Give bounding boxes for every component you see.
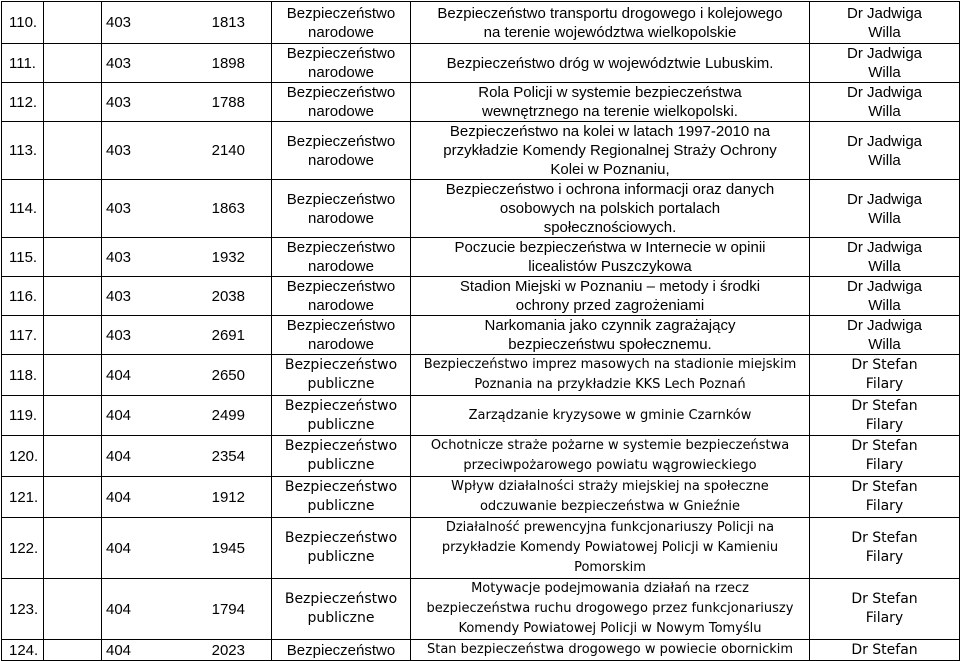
thesis-title-line: Stan bezpieczeństwa drogowego w powiecie obornickim [426,642,794,657]
category-cell-line: publiczne [307,498,375,514]
thesis-title-line: Bezpieczeństwo imprez masowych na stadionie miejskim [423,357,797,372]
thesis-title [411,83,810,122]
supervisor-cell-line: Willa [868,258,901,275]
thesis-title [411,436,810,477]
thesis-id: 2499 [102,396,272,436]
supervisor-cell-line: Filary [865,549,904,565]
category-cell-line: Bezpieczeństwo [284,479,398,495]
thesis-id: 2691 [102,316,272,355]
thesis-title-line: Zarządzanie kryzysowe w gminie Czarnków [468,407,752,423]
program-code: 403 [44,122,102,180]
supervisor-cell-line: Dr Stefan [851,591,918,607]
program-code: 403 [44,238,102,277]
supervisor-cell-line: Dr Jadwiga [846,84,923,101]
thesis-title-line: przeciwpożarowego powiatu wągrowieckiego [463,458,757,473]
category-cell-line: Bezpieczeństwo [286,4,396,22]
thesis-id: 1932 [102,238,272,277]
supervisor-cell-line: Dr Jadwiga [846,278,923,295]
thesis-id: 2140 [102,122,272,180]
thesis-id: 2023 [102,640,272,661]
row-number: 124. [2,640,44,661]
supervisor-cell [810,477,960,518]
program-code: 404 [44,518,102,579]
thesis-title [411,477,810,518]
supervisor-cell-line: Filary [865,457,904,473]
thesis-title [411,640,810,661]
row-number: 123. [2,579,44,640]
thesis-title-line: wewnętrznego na terenie wielkopolski. [482,103,738,120]
program-code: 404 [44,579,102,640]
supervisor-cell-line: Willa [868,103,901,120]
supervisor-cell [810,640,960,661]
category-cell-line: Bezpieczeństwo [286,45,396,62]
thesis-title-line: Wpływ działalności straży miejskiej na społeczne [451,479,769,494]
thesis-title-line: Pomorskim [574,560,646,575]
row-number: 122. [2,518,44,579]
table-row [2,518,960,579]
program-code: 404 [44,355,102,396]
category-cell [272,180,411,238]
category-cell-line: narodowe [308,297,374,314]
row-number: 111. [2,44,44,83]
supervisor-cell-line: Willa [868,297,901,314]
supervisor-cell-line: Dr Stefan [851,357,918,373]
thesis-id: 2038 [102,277,272,316]
program-code: 403 [44,316,102,355]
table-row [2,640,960,661]
thesis-title-line: Motywacje podejmowania działań na rzecz [471,581,749,596]
supervisor-cell [810,436,960,477]
thesis-title-line: Kolei w Poznaniu, [550,161,670,178]
supervisor-cell [810,180,960,238]
row-number: 110. [2,2,44,44]
supervisor-cell-line: Dr Jadwiga [846,317,923,334]
thesis-title [411,316,810,355]
supervisor-cell-line: Dr Stefan [851,438,918,454]
thesis-title [411,44,810,83]
supervisor-cell [810,316,960,355]
row-number: 114. [2,180,44,238]
thesis-title-line: Stadion Miejski w Poznaniu – metody i środki [459,278,761,295]
category-cell-line: Bezpieczeństwo [284,591,398,607]
category-cell-line: narodowe [308,64,374,81]
thesis-title-line: ochrony przed zagrożeniami [515,297,705,314]
category-cell [272,238,411,277]
table-row [2,238,960,277]
category-cell-line: Bezpieczeństwo [286,239,396,256]
category-cell-line: narodowe [308,209,374,227]
table-row [2,83,960,122]
supervisor-cell [810,2,960,44]
category-cell-line: narodowe [308,103,374,120]
thesis-title-line: przykładzie Komendy Powiatowej Policji w Kamieniu [441,540,779,555]
category-cell [272,579,411,640]
category-cell-line: Bezpieczeństwo [286,641,396,659]
supervisor-cell [810,277,960,316]
thesis-title [411,238,810,277]
thesis-title [411,277,810,316]
supervisor-cell-line: Willa [868,209,901,227]
category-cell-line: narodowe [308,151,374,169]
thesis-id: 2650 [102,355,272,396]
category-cell-line: publiczne [307,416,375,433]
thesis-title-line: Poznania na przykładzie KKS Lech Poznań [474,377,746,392]
row-number: 117. [2,316,44,355]
supervisor-cell-line: Dr Jadwiga [846,239,923,256]
supervisor-cell-line: Willa [868,64,901,81]
row-number: 121. [2,477,44,518]
supervisor-cell-line: Dr Stefan [851,397,918,414]
category-cell-line: Bezpieczeństwo [284,357,398,373]
supervisor-cell-line: Dr Stefan [851,530,918,546]
category-cell [272,122,411,180]
thesis-title-line: Rola Policji w systemie bezpieczeństwa [478,84,742,101]
program-code: 404 [44,640,102,661]
category-cell-line: Bezpieczeństwo [286,190,396,208]
category-cell-line: Bezpieczeństwo [284,438,398,454]
table-row [2,477,960,518]
thesis-title-line: bezpieczeństwu społecznemu. [508,336,712,353]
category-cell [272,44,411,83]
row-number: 118. [2,355,44,396]
category-cell-line: Bezpieczeństwo [284,530,398,546]
table-row [2,579,960,640]
supervisor-cell-line: Filary [865,610,904,626]
thesis-id: 1813 [102,2,272,44]
supervisor-cell-line: Filary [865,498,904,514]
category-cell-line: narodowe [308,23,374,41]
category-cell [272,477,411,518]
supervisor-cell-line: Dr Stefan [851,641,918,658]
row-number: 113. [2,122,44,180]
thesis-table-body [2,2,960,661]
category-cell-line: publiczne [307,610,375,626]
supervisor-cell-line: Dr Jadwiga [846,132,923,150]
table-row [2,355,960,396]
category-cell [272,355,411,396]
thesis-id: 1945 [102,518,272,579]
supervisor-cell-line: Dr Stefan [851,479,918,495]
thesis-title [411,2,810,44]
thesis-title-line: społecznościowych. [543,219,677,236]
thesis-title-line: Bezpieczeństwo na kolei w latach 1997-2010 na [449,123,771,140]
program-code: 403 [44,180,102,238]
thesis-title-line: Ochotnicze straże pożarne w systemie bezpieczeństwa [430,438,790,453]
supervisor-cell [810,83,960,122]
category-cell-line: narodowe [308,336,374,353]
supervisor-cell [810,44,960,83]
thesis-title-line: osobowych na polskich portalach [499,200,721,217]
thesis-title-line: Bezpieczeństwo dróg w województwie Lubuskim. [446,54,774,72]
supervisor-cell [810,518,960,579]
supervisor-cell [810,238,960,277]
thesis-title-line: Bezpieczeństwo transportu drogowego i kolejowego [437,4,783,22]
row-number: 112. [2,83,44,122]
thesis-table [1,1,960,661]
thesis-title-line: odczuwanie bezpieczeństwa w Gnieźnie [479,499,741,514]
category-cell [272,396,411,436]
thesis-title-line: Bezpieczeństwo i ochrona informacji oraz danych [445,181,775,198]
supervisor-cell-line: Willa [868,151,901,169]
supervisor-cell [810,396,960,436]
category-cell [272,640,411,661]
table-row [2,436,960,477]
category-cell-line: narodowe [308,258,374,275]
thesis-title [411,579,810,640]
table-row [2,277,960,316]
thesis-title-line: na terenie województwa wielkopolskie [483,23,737,41]
thesis-title [411,122,810,180]
thesis-title-line: Poczucie bezpieczeństwa w Internecie w opinii [454,239,766,256]
category-cell-line: Bezpieczeństwo [286,278,396,295]
thesis-title [411,180,810,238]
supervisor-cell-line: Filary [865,416,904,433]
thesis-id: 2354 [102,436,272,477]
program-code: 403 [44,44,102,83]
category-cell [272,277,411,316]
row-number: 119. [2,396,44,436]
category-cell [272,2,411,44]
supervisor-cell-line: Dr Jadwiga [846,4,923,22]
category-cell-line: publiczne [307,376,375,392]
thesis-id: 1794 [102,579,272,640]
program-code: 403 [44,277,102,316]
supervisor-cell-line: Dr Jadwiga [846,45,923,62]
category-cell-line: Bezpieczeństwo [286,132,396,150]
thesis-title [411,396,810,436]
program-code: 404 [44,436,102,477]
table-row [2,44,960,83]
category-cell-line: Bezpieczeństwo [286,84,396,101]
thesis-title-line: Narkomania jako czynnik zagrażający [484,317,736,334]
thesis-title-line: licealistów Puszczykowa [528,258,692,275]
supervisor-cell-line: Willa [868,336,901,353]
thesis-title [411,355,810,396]
thesis-title-line: Komendy Powiatowej Policji w Nowym Tomyślu [458,621,762,636]
category-cell-line: publiczne [307,457,375,473]
table-row [2,2,960,44]
thesis-id: 1912 [102,477,272,518]
category-cell [272,83,411,122]
thesis-title-line: bezpieczeństwa ruchu drogowego przez funkcjonariuszy [426,601,794,616]
supervisor-cell [810,579,960,640]
category-cell [272,316,411,355]
category-cell-line: Bezpieczeństwo [286,317,396,334]
thesis-title-line: Działalność prewencyjna funkcjonariuszy Policji na [445,520,775,535]
thesis-id: 1788 [102,83,272,122]
category-cell-line: publiczne [307,549,375,565]
row-number: 120. [2,436,44,477]
thesis-title [411,518,810,579]
category-cell [272,518,411,579]
table-row [2,396,960,436]
table-row [2,122,960,180]
thesis-id: 1898 [102,44,272,83]
thesis-title-line: przykładzie Komendy Regionalnej Straży Ochrony [443,142,777,159]
row-number: 115. [2,238,44,277]
program-code: 403 [44,83,102,122]
supervisor-cell-line: Willa [868,23,901,41]
category-cell [272,436,411,477]
program-code: 404 [44,396,102,436]
supervisor-cell-line: Dr Jadwiga [846,190,923,208]
thesis-id: 1863 [102,180,272,238]
category-cell-line: Bezpieczeństwo [284,397,398,414]
program-code: 404 [44,477,102,518]
table-row [2,316,960,355]
program-code: 403 [44,2,102,44]
supervisor-cell [810,355,960,396]
table-row [2,180,960,238]
row-number: 116. [2,277,44,316]
supervisor-cell [810,122,960,180]
supervisor-cell-line: Filary [865,376,904,392]
